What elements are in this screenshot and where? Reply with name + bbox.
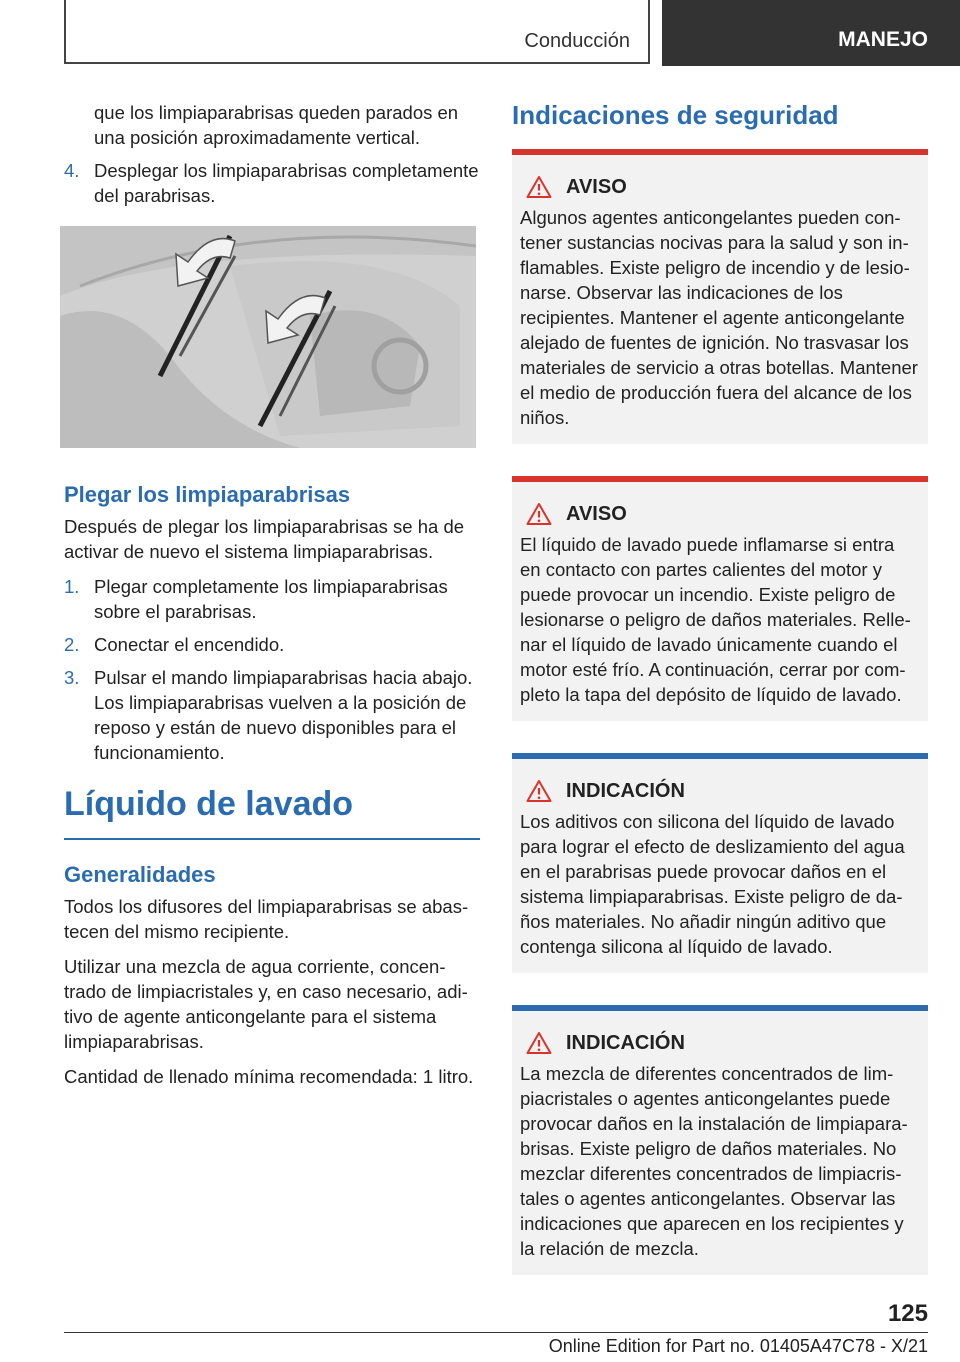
step-text: Conectar el encendido. <box>94 634 285 655</box>
subsection-title: Generalidades <box>64 862 216 887</box>
info-box <box>512 1005 928 1275</box>
step-number: 4. <box>64 160 80 181</box>
list-item <box>64 158 480 208</box>
notice-label: INDICACIÓN <box>566 779 685 802</box>
page-footer <box>64 1300 928 1362</box>
step-text: Pulsar el mando limpiaparabrisas hacia abajo. Los limpiaparabrisas vuelven a la posición de reposo y están de nuevo disponibles para el funcionamiento. <box>94 667 473 763</box>
warning-box <box>512 149 928 444</box>
step-number: 1. <box>64 576 80 597</box>
paragraph: Todos los difusores del limpiaparabrisas se abastecen del mismo recipiente. <box>64 896 469 942</box>
section-title: Conducción <box>524 30 630 52</box>
notice-text: El líquido de lavado puede inflamarse si entra en contacto con partes calientes del motor y puede provocar un incendio. Existe peligro de lesionarse o peligro de daños materiales. Rellenar el líquido de lavado únicamente cuando el motor esté frío. A continuación, cerrar por completo la tapa del depósito de líquido de lavado. <box>520 534 911 705</box>
notice-text: Los aditivos con silicona del líquido de lavado para lograr el efecto de deslizamiento del agua en el parabrisas puede provocar daños en el sistema limpiaparabrisas. Existe peligro de daños materiales. No añadir ningún aditivo que contenga silicona al líquido de lavado. <box>520 811 905 957</box>
edition-note: Online Edition for Part no. 01405A47C78 - X/21 <box>548 1336 928 1356</box>
warning-triangle-icon <box>526 779 552 803</box>
step-number: 2. <box>64 634 80 655</box>
right-column <box>512 100 928 1307</box>
step-text: Desplegar los limpiaparabrisas completamente del parabrisas. <box>94 160 479 206</box>
wiper-illustration <box>60 226 476 448</box>
step-number: 3. <box>64 667 80 688</box>
notice-label: INDICACIÓN <box>566 1031 685 1054</box>
notice-text: La mezcla de diferentes concentrados de limpiacristales o agentes anticongelantes puede provocar daños en la instalación de limpiaparabrisas. Existe peligro de daños materiales. No mezclar diferentes concentrados de limpiacristales o agentes anticongelantes. Observar las indicaciones que aparecen en los recipientes y la relación de mezcla. <box>520 1063 908 1259</box>
section-heading: Indicaciones de seguridad <box>512 100 839 130</box>
left-column <box>64 100 480 1099</box>
list-item <box>64 574 480 624</box>
warning-triangle-icon <box>526 175 552 199</box>
warning-triangle-icon <box>526 1031 552 1055</box>
subsection-title: Plegar los limpiaparabrisas <box>64 482 351 507</box>
chapter-tab: MANEJO <box>662 0 960 66</box>
notice-text: Algunos agentes anticongelantes pueden contener sustancias nocivas para la salud y son inflamables. Existe peligro de incendio y de lesionarse. Observar las indicaciones de los recipientes. Mantener el agente anticongelante alejado de fuentes de ignición. No trasvasar los materiales de servicio a otras botellas. Mantener el medio de producción fuera del alcance de los niños. <box>520 207 918 428</box>
step-text: Plegar completamente los limpiaparabrisas sobre el parabrisas. <box>94 576 448 622</box>
footer-divider <box>64 1332 928 1333</box>
warning-box <box>512 476 928 721</box>
notice-label: AVISO <box>566 502 627 525</box>
info-box <box>512 753 928 973</box>
paragraph: Utilizar una mezcla de agua corriente, concentrado de limpiacristales y, en caso necesario, aditivo de agente anticongelante para el sistema limpiaparabrisas. <box>64 956 468 1052</box>
warning-triangle-icon <box>526 502 552 526</box>
step-continuation: que los limpiaparabrisas queden parados en una posición aproximadamente vertical. <box>94 102 459 148</box>
page-number: 125 <box>887 1300 928 1327</box>
page-header <box>0 0 960 66</box>
list-item <box>64 665 480 765</box>
section-heading: Líquido de lavado <box>64 785 480 840</box>
paragraph: Cantidad de llenado mínima recomendada: 1 litro. <box>64 1066 474 1087</box>
paragraph: Después de plegar los limpiaparabrisas se ha de activar de nuevo el sistema limpiaparabrisas. <box>64 516 465 562</box>
list-item <box>64 632 480 657</box>
notice-label: AVISO <box>566 175 627 198</box>
